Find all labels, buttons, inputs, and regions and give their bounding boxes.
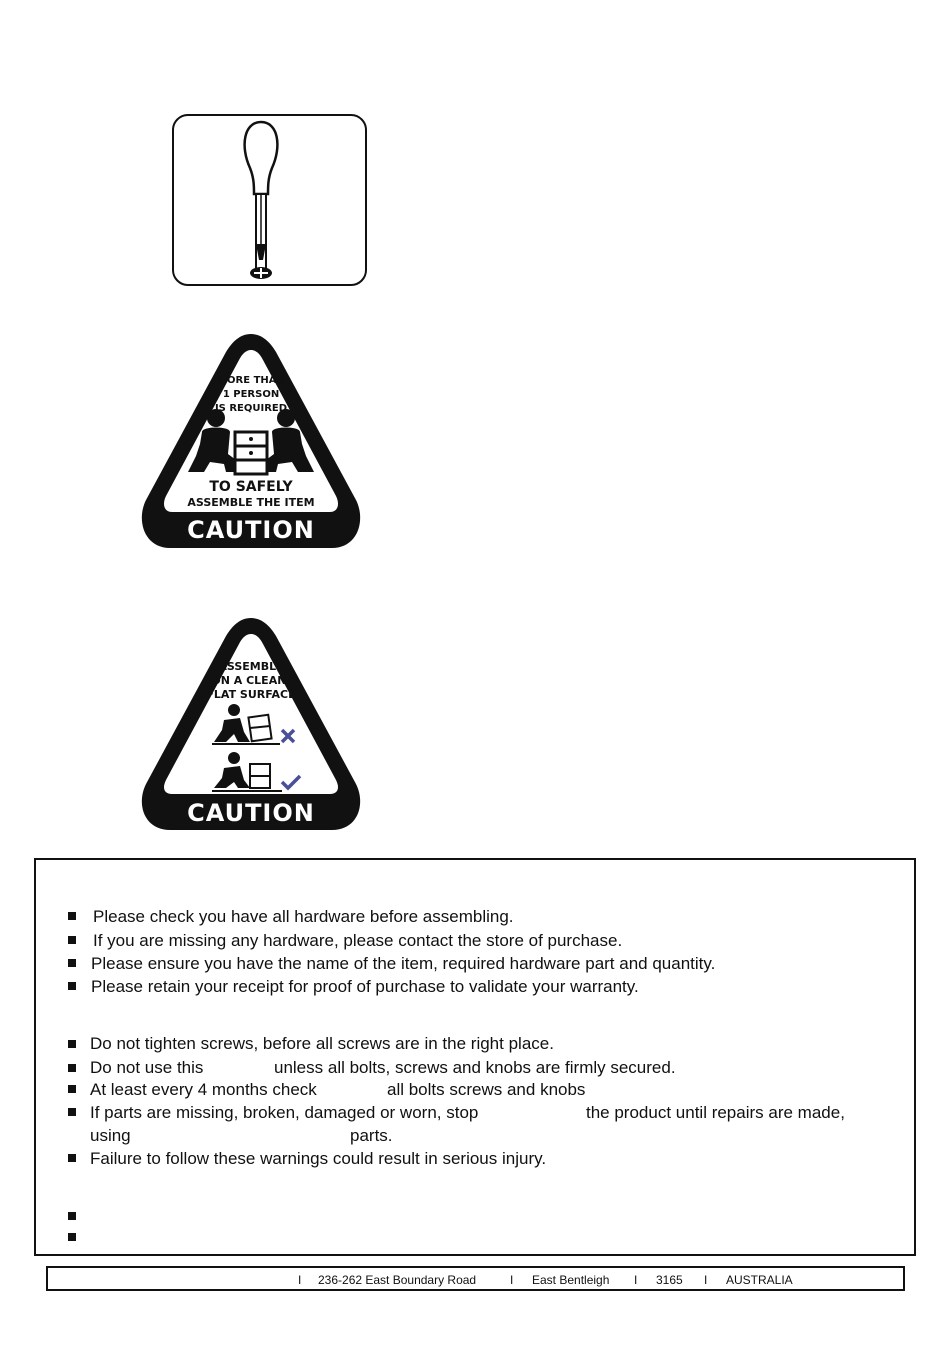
tool-box bbox=[172, 114, 367, 286]
warning-4-part-b: the product until repairs are made, bbox=[586, 1103, 845, 1122]
sign2-heading-line-1: ASSEMBLE bbox=[218, 660, 284, 673]
bullet-icon bbox=[68, 1108, 76, 1116]
warning-5: Failure to follow these warnings could result in serious injury. bbox=[90, 1149, 547, 1168]
footer-address-bar bbox=[46, 1266, 905, 1291]
sign1-caution-banner: CAUTION bbox=[187, 516, 315, 544]
warning-2-part-b: unless all bolts, screws and knobs are firmly secured. bbox=[274, 1058, 676, 1077]
warning-2-part-a: Do not use this bbox=[90, 1058, 204, 1077]
sign2-heading-line-2: ON A CLEAN, bbox=[211, 674, 291, 687]
warning-4-part-c: using bbox=[90, 1126, 131, 1145]
warning-3-part-b: all bolts screws and knobs bbox=[387, 1080, 586, 1099]
sign1-heading-line-1: MORE THAN bbox=[217, 375, 285, 386]
footer-separator: I bbox=[298, 1273, 302, 1287]
hardware-item-2: If you are missing any hardware, please contact the store of purchase. bbox=[93, 931, 623, 950]
bullet-icon bbox=[68, 936, 76, 944]
footer-street-address: 236-262 East Boundary Road bbox=[318, 1273, 477, 1287]
footer-suburb: East Bentleigh bbox=[532, 1273, 610, 1287]
footer-postcode: 3165 bbox=[656, 1273, 683, 1287]
footer-separator: I bbox=[510, 1273, 514, 1287]
bullet-icon bbox=[68, 1154, 76, 1162]
sign1-sub-line-1: TO SAFELY bbox=[209, 479, 293, 495]
sign1-heading-line-3: IS REQUIRED bbox=[214, 403, 288, 414]
hardware-item-4: Please retain your receipt for proof of purchase to validate your warranty. bbox=[91, 977, 639, 996]
hardware-item-1: Please check you have all hardware before assembling. bbox=[93, 907, 514, 926]
bullet-icon bbox=[68, 1085, 76, 1093]
bullet-icon bbox=[68, 959, 76, 967]
sign2-heading-line-3: FLAT SURFACE bbox=[206, 688, 296, 701]
warning-4-part-d: parts. bbox=[350, 1126, 393, 1145]
bullet-icon bbox=[68, 1040, 76, 1048]
bullet-icon bbox=[68, 912, 76, 920]
footer-separator: I bbox=[704, 1273, 708, 1287]
bullet-icon bbox=[68, 1233, 76, 1241]
warning-1: Do not tighten screws, before all screws are in the right place. bbox=[90, 1034, 554, 1053]
warning-3-part-a: At least every 4 months check bbox=[90, 1080, 317, 1099]
caution-sign-flat-surface bbox=[140, 616, 362, 832]
phillips-screwdriver-icon bbox=[174, 116, 365, 284]
bullet-icon bbox=[68, 1064, 76, 1072]
warning-4-part-a: If parts are missing, broken, damaged or worn, stop bbox=[90, 1103, 479, 1122]
bullet-icon bbox=[68, 1212, 76, 1220]
sign1-heading-line-2: 1 PERSON bbox=[222, 389, 280, 400]
footer-country: AUSTRALIA bbox=[726, 1273, 793, 1287]
sign1-sub-line-2: ASSEMBLE THE ITEM bbox=[187, 496, 315, 509]
bullet-icon bbox=[68, 982, 76, 990]
caution-sign-two-person bbox=[140, 332, 362, 550]
hardware-item-3: Please ensure you have the name of the item, required hardware part and quantity. bbox=[91, 954, 716, 973]
footer-separator: I bbox=[634, 1273, 638, 1287]
sign2-caution-banner: CAUTION bbox=[187, 799, 315, 827]
